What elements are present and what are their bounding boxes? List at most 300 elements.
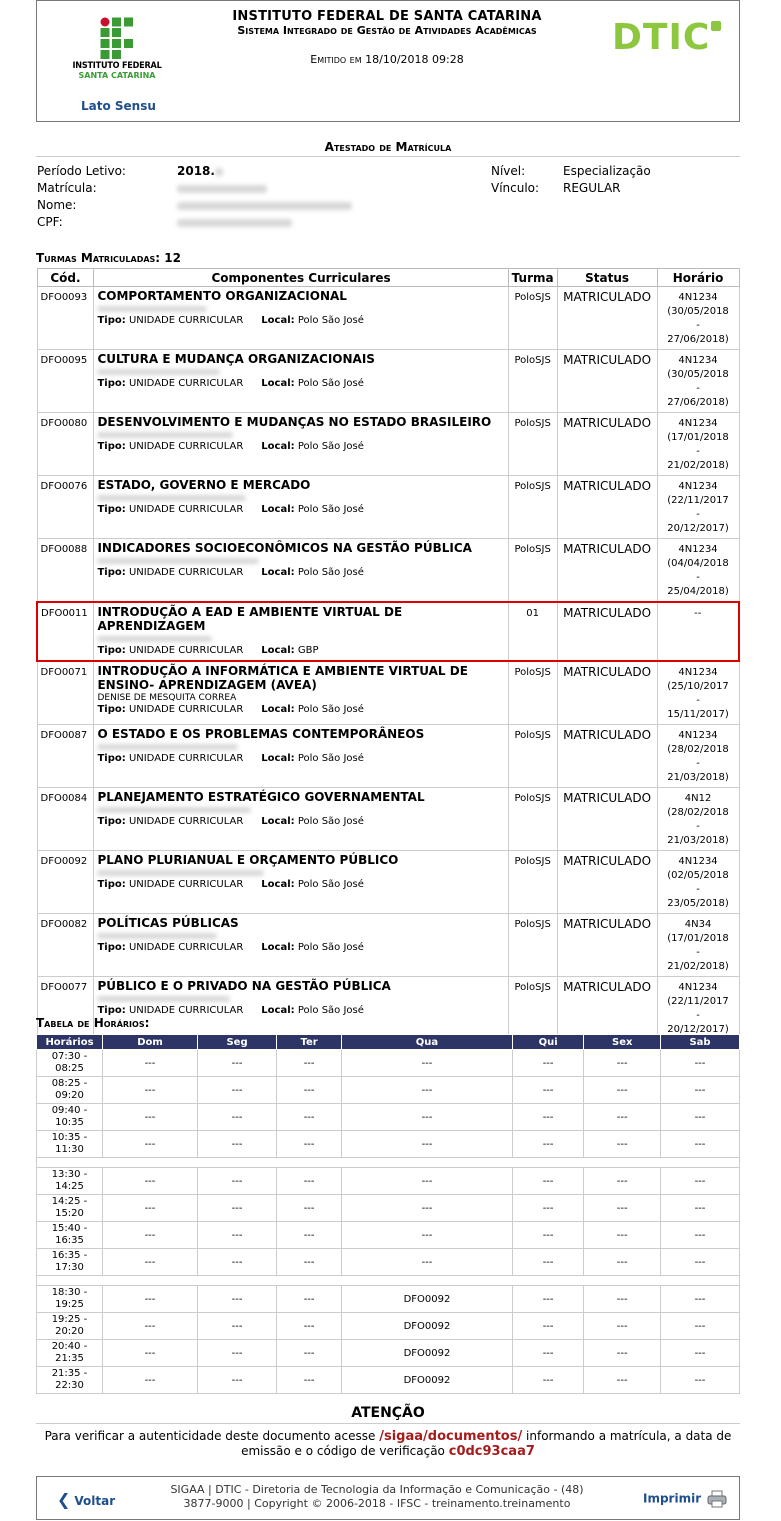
schedule-cell: --- [342,1131,513,1158]
turma-code: DFO0076 [37,476,94,539]
time-slot [37,1104,103,1131]
schedule-cell: --- [661,1249,740,1276]
schedule-start: (30/05/2018 [667,306,729,317]
schedule-end: 21/03/2018) [667,835,729,846]
schedule-cell: --- [584,1131,661,1158]
component-name: PLANEJAMENTO ESTRATÉGICO GOVERNAMENTAL [97,790,425,804]
schedule-cell: --- [512,1367,584,1394]
schedule-row [37,1050,740,1077]
schedule-cell: --- [512,1313,584,1340]
schedule-cell: --- [277,1249,342,1276]
footer-line-1: SIGAA | DTIC - Diretoria de Tecnologia da Informação e Comunicação - (48) [170,1483,584,1496]
turma-schedule [657,287,739,350]
document-title: Atestado de Matrícula [36,140,740,157]
time-end: 19:25 [55,1299,84,1310]
professor-name-redacted [97,429,504,441]
periodo-label: Período Letivo: [37,164,126,178]
turma-code: DFO0077 [37,977,94,1040]
logo-state-text: SANTA CATARINA [78,71,156,80]
local-value: Polo São José [297,504,364,515]
tipo-value: UNIDADE CURRICULAR [128,315,244,326]
schedule-cell: --- [277,1367,342,1394]
footer-line-2: 3877-9000 | Copyright © 2006-2018 - IFSC - treinamento.treinamento [183,1497,571,1510]
schedule-start: (25/10/2017 [667,681,729,692]
local-label: Local: [261,645,295,656]
time-end: 08:25 [55,1063,84,1074]
turma-row [37,602,739,661]
time-slot [37,1168,103,1195]
schedule-code: 4N1234 [678,730,718,741]
professor-name-redacted [97,741,504,753]
professor-name-redacted [97,867,504,879]
schedule-gap-row [37,1276,740,1286]
time-end: 09:20 [55,1090,84,1101]
schedule-start: (28/02/2018 [667,744,729,755]
schedule-cell: --- [512,1249,584,1276]
time-end: 10:35 [55,1117,84,1128]
turma-status: MATRICULADO [557,476,657,539]
schedule-start: (22/11/2017 [667,495,729,506]
schedule-code: 4N34 [684,919,712,930]
turma-status: MATRICULADO [557,350,657,413]
component-type [97,315,504,326]
schedule-cell: --- [103,1168,198,1195]
schedule-code: 4N1234 [678,982,718,993]
local-label: Local: [261,704,295,715]
sched-col-header: Seg [197,1035,276,1050]
schedule-end: 23/05/2018) [667,898,729,909]
turma-component [94,851,508,914]
schedule-cell: --- [277,1131,342,1158]
student-info-right [491,163,651,197]
time-end: 16:35 [55,1235,84,1246]
schedule-cell: --- [197,1104,276,1131]
time-start: 18:30 - [51,1287,88,1298]
schedule-cell: --- [342,1077,513,1104]
tipo-label: Tipo: [97,504,126,515]
turma-status: MATRICULADO [557,977,657,1040]
student-info [37,163,352,231]
local-value: Polo São José [297,1005,364,1016]
schedule-cell: --- [584,1222,661,1249]
schedule-cell: --- [342,1222,513,1249]
turma-schedule [657,539,739,603]
verification-link[interactable]: /sigaa/documentos/ [379,1429,523,1444]
schedule-cell: --- [584,1367,661,1394]
time-slot [37,1286,103,1313]
time-start: 09:40 - [51,1105,88,1116]
dtic-dot-icon [711,21,721,31]
schedule-cell: --- [197,1131,276,1158]
component-name: PLANO PLURIANUAL E ORÇAMENTO PÚBLICO [97,853,399,867]
turma-id: PoloSJS [508,725,557,788]
tipo-label: Tipo: [97,704,126,715]
tipo-value: UNIDADE CURRICULAR [128,645,244,656]
time-slot [37,1077,103,1104]
schedule-cell: --- [342,1050,513,1077]
turma-component [94,476,508,539]
schedule-cell: --- [277,1168,342,1195]
ifsc-logo-icon [100,17,134,59]
tipo-value: UNIDADE CURRICULAR [128,441,244,452]
schedule-cell: --- [277,1050,342,1077]
schedule-sep: - [696,383,700,394]
schedule-code: 4N1234 [678,481,718,492]
turma-row [37,725,739,788]
schedule-code: 4N1234 [678,355,718,366]
printer-icon [707,1490,727,1508]
schedule-sep: - [696,446,700,457]
turmas-table [36,268,740,1040]
component-type [97,879,504,890]
professor-name-redacted [97,804,504,816]
verification-text-1: Para verificar a autenticidade deste documento acesse [44,1429,376,1443]
turma-component [94,977,508,1040]
footer-text [142,1483,612,1511]
local-label: Local: [261,315,295,326]
schedule-row [37,1168,740,1195]
logo-institution-text: INSTITUTO FEDERAL [72,61,162,71]
tipo-value: UNIDADE CURRICULAR [128,942,244,953]
time-end: 14:25 [55,1181,84,1192]
schedule-row [37,1131,740,1158]
gap-cell [37,1158,740,1168]
schedule-row [37,1249,740,1276]
schedule-cell: --- [584,1286,661,1313]
professor-name-redacted [97,633,504,645]
turma-schedule [657,476,739,539]
schedule-cell: --- [103,1286,198,1313]
schedule-cell: --- [103,1195,198,1222]
schedule-end: 21/02/2018) [667,961,729,972]
schedule-cell: --- [197,1313,276,1340]
turma-component [94,287,508,350]
turma-code: DFO0080 [37,413,94,476]
schedule-start: (22/11/2017 [667,996,729,1007]
turma-code: DFO0095 [37,350,94,413]
schedule-code: 4N1234 [678,544,718,555]
nome-label: Nome: [37,198,77,212]
schedule-start: (28/02/2018 [667,807,729,818]
program-label: Lato Sensu [81,99,156,113]
schedule-title: Tabela de Horários: [36,1016,150,1030]
schedule-cell: --- [197,1286,276,1313]
component-type [97,567,504,578]
turma-schedule [657,350,739,413]
schedule-cell: --- [584,1077,661,1104]
schedule-end: 25/04/2018) [667,586,729,597]
schedule-cell: --- [277,1222,342,1249]
schedule-sep: - [696,572,700,583]
schedule-cell: --- [277,1340,342,1367]
schedule-end: 15/11/2017) [667,709,729,720]
turma-component [94,788,508,851]
turma-row [37,661,739,725]
turma-code: DFO0087 [37,725,94,788]
col-header: Cód. [37,269,94,287]
schedule-cell: DFO0092 [342,1286,513,1313]
turma-row [37,788,739,851]
component-name: COMPORTAMENTO ORGANIZACIONAL [97,289,347,303]
sched-col-header: Dom [103,1035,198,1050]
component-name: INTRODUÇÃO A INFORMÁTICA E AMBIENTE VIRTUAL DE ENSINO- APRENDIZAGEM (AVEA) [97,664,468,692]
back-button[interactable] [57,1490,115,1509]
time-start: 16:35 - [51,1250,88,1261]
turmas-title: Turmas Matriculadas: 12 [36,251,181,265]
schedule-cell: --- [661,1050,740,1077]
turma-schedule [657,788,739,851]
time-end: 22:30 [55,1380,84,1391]
turma-row [37,977,739,1040]
col-header: Status [557,269,657,287]
schedule-cell: DFO0092 [342,1340,513,1367]
schedule-end: 20/12/2017) [667,1024,729,1035]
local-value: Polo São José [297,378,364,389]
schedule-cell: DFO0092 [342,1367,513,1394]
schedule-cell: --- [103,1050,198,1077]
time-start: 10:35 - [51,1132,88,1143]
schedule-cell: --- [512,1340,584,1367]
turma-id: PoloSJS [508,539,557,603]
redacted-cpf [177,219,292,227]
schedule-sep: - [696,947,700,958]
tipo-label: Tipo: [97,645,126,656]
turma-row [37,350,739,413]
local-label: Local: [261,504,295,515]
turma-schedule [657,851,739,914]
turma-schedule [657,602,739,661]
turma-code: DFO0092 [37,851,94,914]
schedule-cell: --- [584,1168,661,1195]
schedule-code: 4N12 [684,793,712,804]
schedule-cell: --- [661,1286,740,1313]
schedule-sep: - [696,884,700,895]
tipo-label: Tipo: [97,942,126,953]
schedule-end: 20/12/2017) [667,523,729,534]
col-header: Turma [508,269,557,287]
schedule-code: 4N1234 [678,856,718,867]
tipo-value: UNIDADE CURRICULAR [128,504,244,515]
schedule-end: 27/06/2018) [667,334,729,345]
turma-component [94,413,508,476]
turma-component [94,602,508,661]
turma-id: PoloSJS [508,413,557,476]
schedule-cell: --- [661,1222,740,1249]
local-value: Polo São José [297,704,364,715]
turma-row [37,539,739,603]
col-header: Componentes Curriculares [94,269,508,287]
schedule-cell: --- [512,1286,584,1313]
tipo-label: Tipo: [97,879,126,890]
tipo-label: Tipo: [97,1005,126,1016]
turma-component [94,725,508,788]
turma-id: 01 [508,602,557,661]
component-type [97,816,504,827]
tipo-value: UNIDADE CURRICULAR [128,816,244,827]
vinculo-value: REGULAR [563,181,621,195]
local-label: Local: [261,1005,295,1016]
schedule-row [37,1195,740,1222]
professor-name-redacted [97,555,504,567]
schedule-sep: - [696,695,700,706]
turma-row [37,476,739,539]
schedule-cell: --- [197,1077,276,1104]
tipo-label: Tipo: [97,441,126,452]
component-type [97,504,504,515]
schedule-row [37,1313,740,1340]
local-label: Local: [261,816,295,827]
verification-text-2: informando a matrícula, a data de emissão e o código de verificação [241,1429,732,1458]
turma-schedule [657,977,739,1040]
turma-status: MATRICULADO [557,914,657,977]
schedule-cell: --- [103,1367,198,1394]
turma-row [37,413,739,476]
schedule-row [37,1222,740,1249]
schedule-cell: --- [197,1367,276,1394]
schedule-table [36,1034,740,1394]
schedule-cell: --- [661,1131,740,1158]
component-name: INTRODUÇÃO A EAD E AMBIENTE VIRTUAL DE APRENDIZAGEM [97,605,403,633]
sched-col-header: Horários [37,1035,103,1050]
schedule-cell: --- [103,1131,198,1158]
redacted-nome [177,202,352,210]
schedule-code: 4N1234 [678,292,718,303]
local-value: Polo São José [297,942,364,953]
tipo-value: UNIDADE CURRICULAR [128,753,244,764]
schedule-cell: --- [197,1195,276,1222]
schedule-cell: --- [512,1168,584,1195]
schedule-cell: --- [277,1077,342,1104]
time-end: 11:30 [55,1144,84,1155]
turma-code: DFO0071 [37,661,94,725]
schedule-cell: --- [103,1104,198,1131]
schedule-cell: --- [661,1195,740,1222]
schedule-cell: --- [661,1367,740,1394]
schedule-cell: --- [512,1195,584,1222]
schedule-cell: --- [197,1050,276,1077]
component-name: ESTADO, GOVERNO E MERCADO [97,478,311,492]
component-type [97,1005,504,1016]
local-value: Polo São José [297,441,364,452]
tipo-value: UNIDADE CURRICULAR [128,704,244,715]
attention-title: ATENÇÃO [36,1405,740,1424]
schedule-cell: --- [277,1195,342,1222]
dtic-logo [612,17,721,58]
local-label: Local: [261,942,295,953]
turma-status: MATRICULADO [557,661,657,725]
local-label: Local: [261,753,295,764]
turma-code: DFO0011 [37,602,94,661]
time-start: 15:40 - [51,1223,88,1234]
turma-code: DFO0084 [37,788,94,851]
turma-code: DFO0082 [37,914,94,977]
schedule-cell: --- [342,1104,513,1131]
schedule-cell: --- [197,1249,276,1276]
time-slot [37,1195,103,1222]
schedule-cell: --- [584,1340,661,1367]
emission-date: Emitido em 18/10/2018 09:28 [310,53,464,66]
time-slot [37,1131,103,1158]
turma-status: MATRICULADO [557,602,657,661]
schedule-cell: --- [197,1168,276,1195]
time-end: 21:35 [55,1353,84,1364]
schedule-row [37,1367,740,1394]
component-type [97,441,504,452]
turma-status: MATRICULADO [557,851,657,914]
local-value: Polo São José [297,315,364,326]
redacted-text [215,168,223,176]
schedule-end: 21/03/2018) [667,772,729,783]
turma-component [94,539,508,603]
turma-row [37,851,739,914]
professor-name-redacted [97,492,504,504]
time-start: 20:40 - [51,1341,88,1352]
professor-name-redacted [97,303,504,315]
time-slot [37,1340,103,1367]
time-slot [37,1249,103,1276]
local-label: Local: [261,879,295,890]
cpf-label: CPF: [37,215,63,229]
nivel-label: Nível: [491,164,526,178]
local-label: Local: [261,441,295,452]
time-start: 19:25 - [51,1314,88,1325]
schedule-cell: --- [197,1340,276,1367]
header-titles [187,9,587,66]
schedule-row [37,1340,740,1367]
time-slot [37,1367,103,1394]
turma-code: DFO0093 [37,287,94,350]
ifsc-logo [67,17,167,80]
turma-schedule [657,661,739,725]
page-footer [36,1476,740,1520]
schedule-start: (04/04/2018 [667,558,729,569]
schedule-cell: --- [277,1104,342,1131]
local-label: Local: [261,567,295,578]
schedule-cell: --- [103,1313,198,1340]
schedule-cell: --- [584,1249,661,1276]
verification-text [36,1429,740,1459]
turma-schedule [657,914,739,977]
component-name: PÚBLICO E O PRIVADO NA GESTÃO PÚBLICA [97,979,391,993]
time-end: 17:30 [55,1262,84,1273]
schedule-cell: DFO0092 [342,1313,513,1340]
schedule-cell: --- [342,1168,513,1195]
schedule-cell: --- [584,1104,661,1131]
schedule-cell: --- [103,1077,198,1104]
document-header [36,0,740,122]
schedule-cell: --- [103,1222,198,1249]
schedule-cell: --- [661,1077,740,1104]
turma-status: MATRICULADO [557,539,657,603]
schedule-sep: - [696,821,700,832]
tipo-label: Tipo: [97,816,126,827]
schedule-start: (02/05/2018 [667,870,729,881]
schedule-cell: --- [512,1131,584,1158]
turma-status: MATRICULADO [557,287,657,350]
tipo-value: UNIDADE CURRICULAR [128,1005,244,1016]
component-name: CULTURA E MUDANÇA ORGANIZACIONAIS [97,352,375,366]
periodo-value: 2018. [177,164,215,178]
print-button[interactable] [643,1490,727,1508]
tipo-label: Tipo: [97,378,126,389]
schedule-row [37,1286,740,1313]
time-start: 08:25 - [51,1078,88,1089]
schedule-cell: --- [277,1313,342,1340]
schedule-cell: --- [512,1222,584,1249]
schedule-start: (17/01/2018 [667,432,729,443]
professor-name-redacted [97,366,504,378]
tipo-label: Tipo: [97,567,126,578]
